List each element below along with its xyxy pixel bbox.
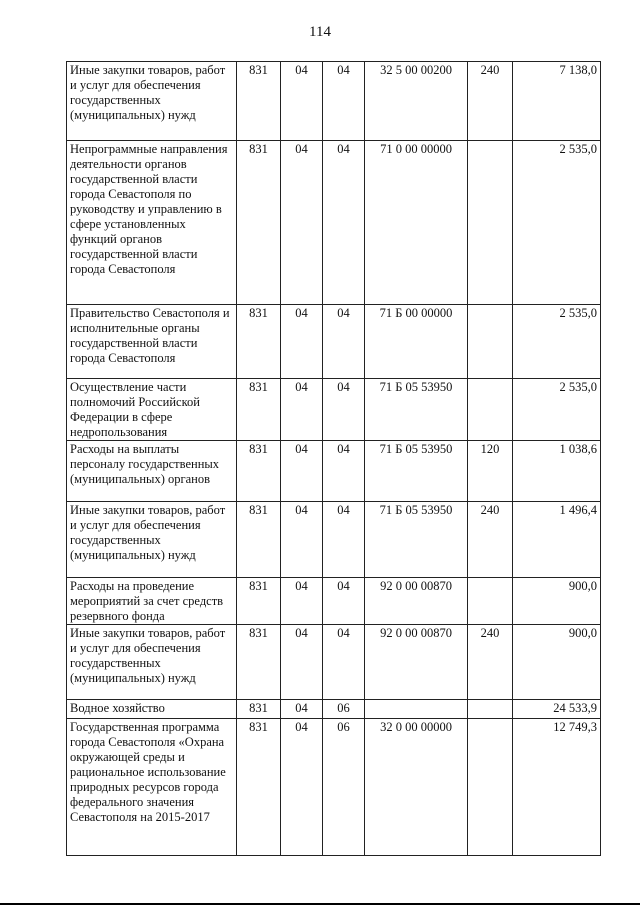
target-article-code: 32 5 00 00200 — [365, 62, 468, 141]
target-article-code: 71 Б 05 53950 — [365, 502, 468, 578]
section-code: 04 — [281, 625, 323, 700]
table-row — [67, 379, 601, 441]
expense-type-code — [468, 700, 513, 719]
ministry-code: 831 — [237, 502, 281, 578]
ministry-code: 831 — [237, 379, 281, 441]
section-code: 04 — [281, 141, 323, 305]
target-article-code: 71 Б 05 53950 — [365, 379, 468, 441]
amount: 2 535,0 — [513, 379, 601, 441]
target-article-code: 92 0 00 00870 — [365, 625, 468, 700]
section-code: 04 — [281, 502, 323, 578]
section-code: 04 — [281, 379, 323, 441]
amount: 24 533,9 — [513, 700, 601, 719]
page-number: 114 — [309, 24, 331, 40]
subsection-code: 06 — [323, 700, 365, 719]
subsection-code: 04 — [323, 379, 365, 441]
target-article-code: 32 0 00 00000 — [365, 719, 468, 856]
expense-type-code — [468, 141, 513, 305]
ministry-code: 831 — [237, 625, 281, 700]
subsection-code: 04 — [323, 441, 365, 502]
row-name: Иные закупки товаров, работ и услуг для обеспечения государственных (муниципальных) нужд — [67, 502, 237, 578]
amount: 1 496,4 — [513, 502, 601, 578]
target-article-code: 71 0 00 00000 — [365, 141, 468, 305]
ministry-code: 831 — [237, 719, 281, 856]
table-row — [67, 141, 601, 305]
target-article-code: 92 0 00 00870 — [365, 578, 468, 625]
expense-type-code — [468, 379, 513, 441]
row-name: Правительство Севастополя и исполнительные органы государственной власти города Севастополя — [67, 305, 237, 379]
expense-type-code: 240 — [468, 625, 513, 700]
ministry-code: 831 — [237, 578, 281, 625]
section-code: 04 — [281, 441, 323, 502]
row-name: Непрограммные направления деятельности органов государственной власти города Севастополя по руководству и управлению в сфере установленных функций органов государственной власти города Севастополя — [67, 141, 237, 305]
expense-type-code — [468, 719, 513, 856]
expense-type-code: 240 — [468, 62, 513, 141]
amount: 2 535,0 — [513, 305, 601, 379]
amount: 7 138,0 — [513, 62, 601, 141]
ministry-code: 831 — [237, 305, 281, 379]
amount: 1 038,6 — [513, 441, 601, 502]
row-name: Иные закупки товаров, работ и услуг для обеспечения государственных (муниципальных) нужд — [67, 625, 237, 700]
amount: 900,0 — [513, 625, 601, 700]
row-name: Расходы на выплаты персоналу государственных (муниципальных) органов — [67, 441, 237, 502]
subsection-code: 04 — [323, 502, 365, 578]
table-row — [67, 502, 601, 578]
expense-type-code — [468, 305, 513, 379]
ministry-code: 831 — [237, 441, 281, 502]
table-row — [67, 700, 601, 719]
section-code: 04 — [281, 700, 323, 719]
row-name: Водное хозяйство — [67, 700, 237, 719]
table-row — [67, 719, 601, 856]
table-row — [67, 305, 601, 379]
subsection-code: 04 — [323, 578, 365, 625]
expense-type-code: 240 — [468, 502, 513, 578]
section-code: 04 — [281, 305, 323, 379]
subsection-code: 04 — [323, 62, 365, 141]
amount: 2 535,0 — [513, 141, 601, 305]
target-article-code — [365, 700, 468, 719]
target-article-code: 71 Б 05 53950 — [365, 441, 468, 502]
table-row — [67, 625, 601, 700]
section-code: 04 — [281, 62, 323, 141]
subsection-code: 04 — [323, 625, 365, 700]
amount: 12 749,3 — [513, 719, 601, 856]
table-row — [67, 578, 601, 625]
expense-type-code: 120 — [468, 441, 513, 502]
ministry-code: 831 — [237, 141, 281, 305]
row-name: Расходы на проведение мероприятий за счет средств резервного фонда — [67, 578, 237, 625]
table-row — [67, 441, 601, 502]
subsection-code: 04 — [323, 141, 365, 305]
budget-table — [66, 61, 601, 856]
ministry-code: 831 — [237, 700, 281, 719]
amount: 900,0 — [513, 578, 601, 625]
subsection-code: 04 — [323, 305, 365, 379]
row-name: Государственная программа города Севастополя «Охрана окружающей среды и рациональное использование природных ресурсов города федерального значения Севастополя на 2015-2017 — [67, 719, 237, 856]
table-row — [67, 62, 601, 141]
ministry-code: 831 — [237, 62, 281, 141]
section-code: 04 — [281, 578, 323, 625]
section-code: 04 — [281, 719, 323, 856]
row-name: Осуществление части полномочий Российской Федерации в сфере недропользования — [67, 379, 237, 441]
target-article-code: 71 Б 00 00000 — [365, 305, 468, 379]
subsection-code: 06 — [323, 719, 365, 856]
expense-type-code — [468, 578, 513, 625]
row-name: Иные закупки товаров, работ и услуг для обеспечения государственных (муниципальных) нужд — [67, 62, 237, 141]
